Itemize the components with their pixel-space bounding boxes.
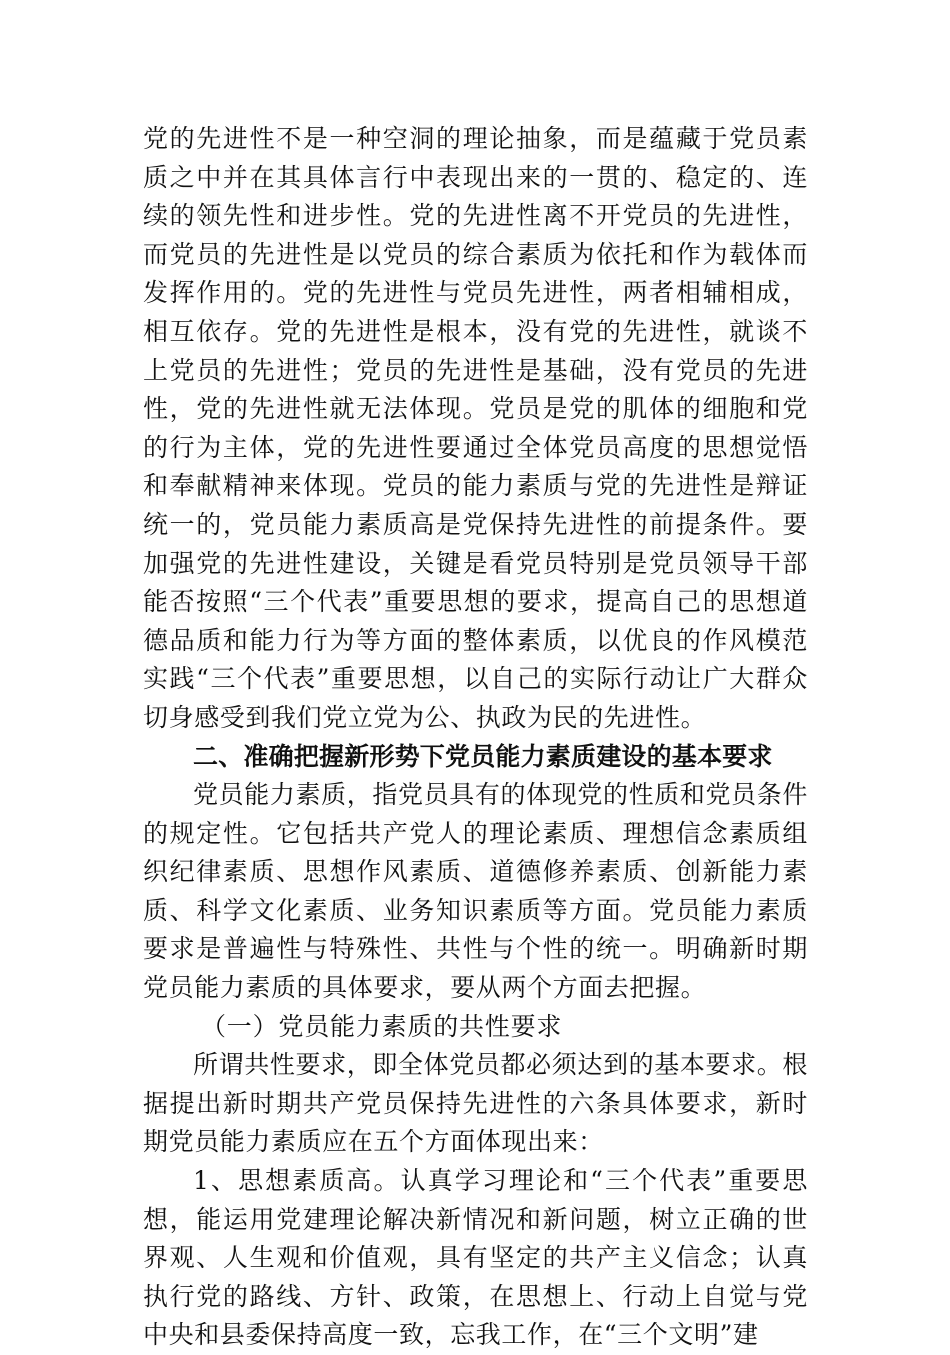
- paragraph-ability-quality: 党员能力素质，指党员具有的体现党的性质和党员条件的规定性。它包括共产党人的理论素质、理想信念素质组织纪律素质、思想作风素质、道德修养素质、创新能力素质、科学文化素质、业务知识素质等方面。党员能力素质要求是普遍性与特殊性、共性与个性的统一。明确新时期党员能力素质的具体要求，要从两个方面去把握。: [143, 780, 808, 1003]
- subsection-heading-1: （一）党员能力素质的共性要求: [201, 1011, 563, 1041]
- paragraph-item-1: 1、思想素质高。认真学习理论和“三个代表”重要思想，能运用党建理论解决新情况和新问题，树立正确的世界观、人生观和价值观，具有坚定的共产主义信念；认真执行党的路线、方针、政策，在思想上、行动上自觉与党中央和县委保持高度一致，忘我工作，在“三个文明”建: [143, 1166, 808, 1350]
- paragraph-common-requirements: 所谓共性要求，即全体党员都必须达到的基本要求。根据提出新时期共产党员保持先进性的六条具体要求，新时期党员能力素质应在五个方面体现出来：: [143, 1050, 808, 1157]
- section-heading-2: 二、准确把握新形势下党员能力素质建设的基本要求: [193, 741, 773, 771]
- document-body: [143, 120, 808, 1355]
- paragraph-party-advancement: 党的先进性不是一种空洞的理论抽象，而是蕴藏于党员素质之中并在其具体言行中表现出来的一贯的、稳定的、连续的领先性和进步性。党的先进性离不开党员的先进性，而党员的先进性是以党员的综合素质为依托和作为载体而发挥作用的。党的先进性与党员先进性，两者相辅相成，相互依存。党的先进性是根本，没有党的先进性，就谈不上党员的先进性；党员的先进性是基础，没有党员的先进性，党的先进性就无法体现。党员是党的肌体的细胞和党的行为主体，党的先进性要通过全体党员高度的思想觉悟和奉献精神来体现。党员的能力素质与党的先进性是辩证统一的，党员能力素质高是党保持先进性的前提条件。要加强党的先进性建设，关键是看党员特别是党员领导干部能否按照“三个代表”重要思想的要求，提高自己的思想道德品质和能力行为等方面的整体素质，以优良的作风模范实践“三个代表”重要思想，以自己的实际行动让广大群众切身感受到我们党立党为公、执政为民的先进性。: [143, 124, 808, 732]
